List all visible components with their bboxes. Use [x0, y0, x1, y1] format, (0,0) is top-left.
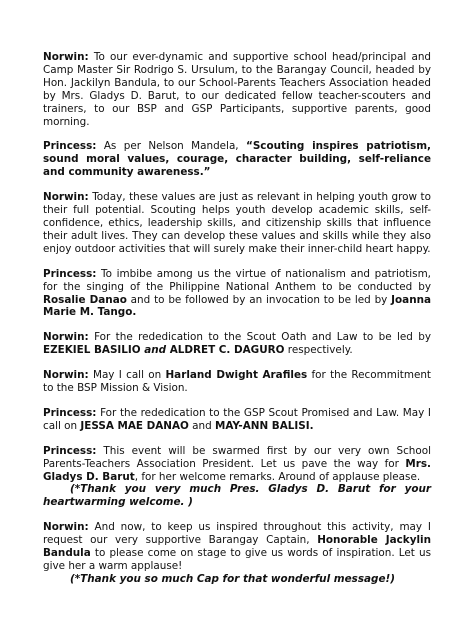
speaker-label: Norwin: — [43, 369, 89, 382]
paragraph-princess-anthem — [43, 268, 431, 320]
person-name: MAY-ANN BALISI. — [215, 419, 314, 432]
paragraph-princess-gsp — [43, 407, 431, 433]
paragraph-norwin-greeting — [43, 51, 431, 128]
paragraph-text: to please come on stage to give us words of inspiration. Let us give her a warm applause! — [43, 547, 431, 572]
speaker-label: Princess: — [43, 444, 97, 457]
paragraph-norwin-captain — [43, 521, 431, 586]
paragraph-norwin-values — [43, 191, 431, 256]
paragraph-text: This event will be swarmed first by our very own School Parents-Teachers Association President. Let us pave the way for — [43, 444, 431, 470]
stage-note: (*Thank you so much Cap for that wonderful message!) — [70, 572, 395, 585]
speaker-label: Princess: — [43, 140, 97, 153]
speaker-label: Norwin: — [43, 331, 89, 344]
person-name: Mrs. Gladys D. Barut — [43, 457, 431, 483]
person-name: Joanna Marie M. Tango. — [43, 293, 431, 319]
document-page — [43, 51, 431, 586]
person-name: Honorable Jackylin Bandula — [43, 534, 431, 560]
paragraph-text: For the rededication to the Scout Oath and Law to be led by — [88, 331, 431, 344]
conjunction-and: and — [140, 344, 170, 357]
paragraph-text: To imbibe among us the virtue of nationalism and patriotism, for the singing of the Philippine National Anthem to be conducted by — [43, 267, 431, 293]
paragraph-text: And now, to keep us inspired throughout this activity, may I request our very supportive Barangay Captain, — [43, 521, 431, 547]
paragraph-princess-welcome — [43, 445, 431, 510]
speaker-label: Norwin: — [43, 521, 89, 534]
paragraph-princess-mandela — [43, 140, 431, 179]
paragraph-text: May I call on — [88, 369, 166, 382]
paragraph-text: To our ever-dynamic and supportive school head/principal and Camp Master Sir Rodrigo S. Ursulum, to the Barangay Council, headed by Hon. Jackilyn Bandula, to our School-Parents Teachers Association headed by Mrs. Gladys D. Barut, to our dedicated fellow teacher-scouters and trainers, to our BSP and GSP Participants, supportive parents, good morning. — [43, 51, 431, 128]
person-name: EZEKIEL BASILIO — [43, 344, 141, 357]
paragraph-norwin-scout-oath — [43, 331, 431, 357]
paragraph-norwin-recommitment — [43, 369, 431, 395]
person-name: Rosalie Danao — [43, 293, 127, 306]
speaker-label: Norwin: — [43, 191, 89, 204]
speaker-label: Princess: — [43, 267, 97, 280]
person-name: Harland Dwight Arafiles — [165, 369, 308, 382]
person-name: JESSA MAE DANAO — [80, 419, 189, 432]
stage-note: (*Thank you very much Pres. Gladys D. Barut for your heartwarming welcome. ) — [43, 483, 431, 509]
paragraph-text: For the rededication to the GSP Scout Promised and Law. May I call on — [43, 406, 431, 432]
paragraph-text: Today, these values are just as relevant in helping youth grow to their full potential. Scouting helps youth develop academic skills, self-confidence, ethics, leadership skills, and citizenship skills that influence their adult lives. They can develop these values and skills while they also enjoy outdoor activities that will surely make their inner-child heart happy. — [43, 191, 431, 255]
mandela-quote: “Scouting inspires patriotism, sound moral values, courage, character building, self-reliance and community awareness.” — [43, 140, 431, 179]
paragraph-text: and — [188, 419, 216, 432]
paragraph-text: and to be followed by an invocation to be led by — [126, 293, 392, 306]
person-name: ALDRET C. DAGURO — [169, 344, 285, 357]
paragraph-text: As per Nelson Mandela, — [96, 140, 246, 153]
paragraph-text: respectively. — [284, 344, 353, 357]
paragraph-text: for the Recommitment to the BSP Mission & Vision. — [43, 369, 432, 395]
speaker-label: Norwin: — [43, 51, 89, 63]
speaker-label: Princess: — [43, 406, 97, 419]
paragraph-text: , for her welcome remarks. Around of applause please. — [134, 470, 421, 483]
